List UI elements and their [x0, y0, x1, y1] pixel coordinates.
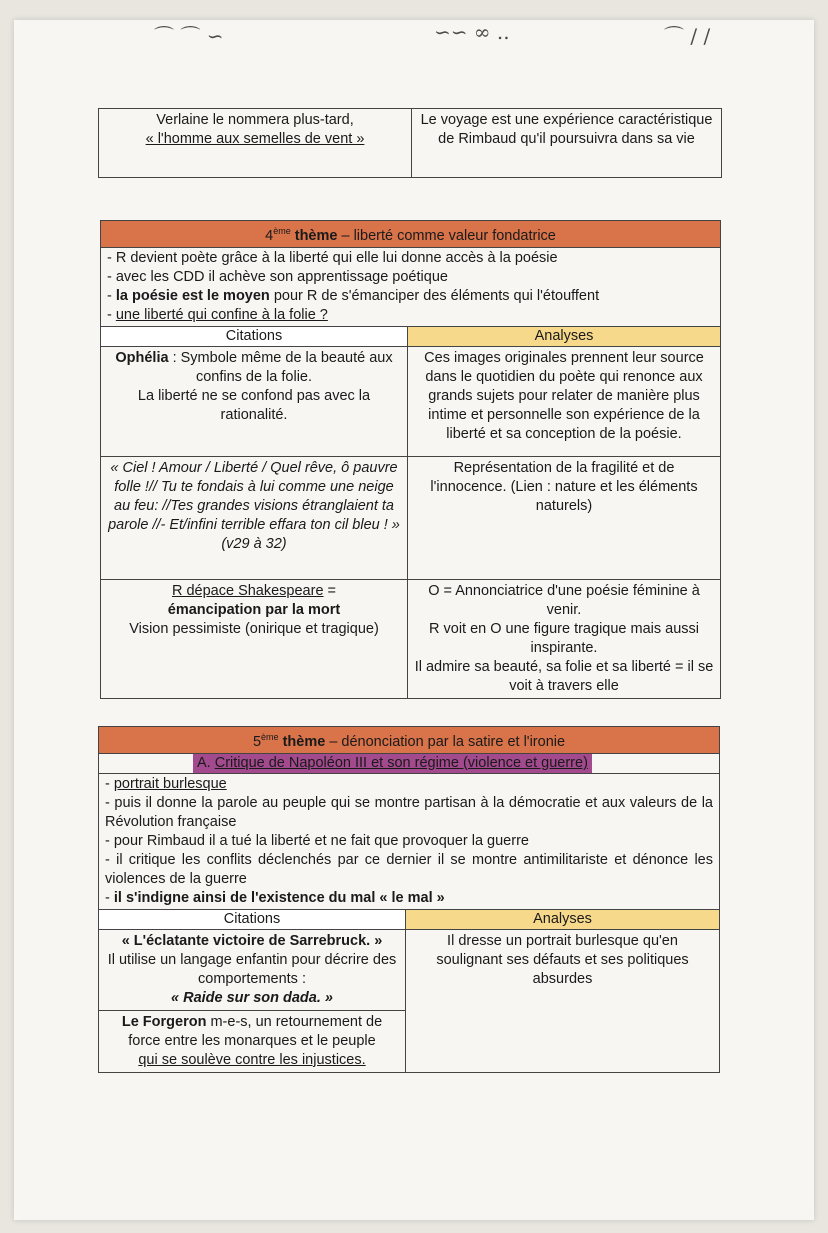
theme5-bullet: - il critique les conflits déclenchés par ce dernier il se montre antimilitariste et dénonce les violences de la guerre: [105, 851, 713, 889]
shakespeare-line-2: Vision pessimiste (onirique et tragique): [129, 620, 379, 637]
theme5-title: [99, 727, 720, 754]
theme4-bullets: [101, 247, 721, 326]
theme4-bullet: - avec les CDD il achève son apprentissage poétique: [107, 268, 714, 287]
dada-quote: « Raide sur son dada. »: [171, 989, 333, 1006]
theme5-bullet: [105, 775, 713, 794]
theme5-bullet-bold: il s'indigne ainsi de l'existence du mal « le mal »: [113, 889, 445, 906]
ophelia-line: [107, 349, 401, 387]
theme4-bullet: [107, 287, 714, 306]
theme4-bullet-bold: la poésie est le moyen: [115, 287, 270, 304]
theme5-col-citations: Citations: [99, 909, 406, 929]
shakespeare-eq: =: [323, 582, 337, 599]
sarrebruck-bold: « L'éclatante victoire de Sarrebruck. »: [121, 932, 383, 949]
theme4-num: 4: [265, 227, 274, 244]
theme4-col-citations: Citations: [101, 326, 408, 346]
theme5-subtitle: [193, 754, 592, 773]
theme4-subject: – liberté comme valeur fondatrice: [337, 227, 556, 244]
sarrebruck-citation: [99, 929, 406, 1010]
shakespeare-line: [107, 582, 401, 601]
verlaine-quote: « l'homme aux semelles de vent »: [145, 131, 365, 147]
analyse-line: Il admire sa beauté, sa folie et sa liberté = il se voit à travers elle: [414, 658, 714, 694]
theme5-subject: – dénonciation par la satire et l'ironie: [325, 733, 566, 750]
theme4-col-analyses: Analyses: [408, 326, 721, 346]
theme4-bullet-underlined: une liberté qui confine à la folie ?: [115, 306, 328, 323]
shakespeare-bold: émancipation par la mort: [167, 601, 341, 618]
theme4-bullet: - R devient poète grâce à la liberté qui elle lui donne accès à la poésie: [107, 249, 714, 268]
theme4-word: thème: [290, 227, 338, 244]
analyse-line: O = Annonciatrice d'une poésie féminine à venir.: [428, 582, 700, 618]
theme5-bullet: - pour Rimbaud il a tué la liberté et ne fait que provoquer la guerre: [105, 832, 713, 851]
forgeron-line: [105, 1013, 399, 1051]
theme5-subtitle-row: [99, 753, 720, 773]
forgeron-desc: m-e-s, un retournement de force entre les monarques et le peuple: [128, 1013, 383, 1049]
torn-edge-scribble: ⌒ ⌒ ∽: [154, 24, 224, 48]
subtitle-text: Critique de Napoléon III et son régime (violence et guerre): [214, 754, 588, 771]
paper-sheet: [14, 20, 814, 1220]
ciel-amour-citation: « Ciel ! Amour / Liberté / Quel rêve, ô pauvre folle !// Tu te fondais à lui comme une neige au feu: //Tes grandes visions étranglaient ta parole //- Et/infini terrible effara ton cil bleu ! » (v29 à 32): [101, 456, 408, 579]
theme5-bullet: [105, 889, 713, 908]
theme5-word: thème: [278, 733, 326, 750]
voyage-cell: Le voyage est une expérience caractéristique de Rimbaud qu'il poursuivra dans sa vie: [412, 109, 722, 178]
forgeron-underlined: qui se soulève contre les injustices.: [138, 1051, 366, 1068]
sarrebruck-line-2: Il utilise un langage enfantin pour décrire des comportements :: [107, 951, 397, 987]
torn-edge-scribble: ∽∽ ∞ ..: [434, 20, 510, 44]
ophelia-figure-analyse: [408, 579, 721, 698]
burlesque-analyse: Il dresse un portrait burlesque qu'en soulignant ses défauts et ses politiques absurdes: [406, 929, 720, 1072]
theme5-bullets: [99, 773, 720, 909]
theme4-sup: ème: [273, 226, 291, 236]
analyse-line: R voit en O une figure tragique mais aussi inspirante.: [429, 620, 699, 656]
fragilite-analyse: Représentation de la fragilité et de l'innocence. (Lien : nature et les éléments naturels): [408, 456, 721, 579]
theme4-bullet-rest: pour R de s'émanciper des éléments qui l'étouffent: [269, 287, 600, 304]
shakespeare-citation: [101, 579, 408, 698]
verlaine-line: Verlaine le nommera plus-tard,: [156, 112, 354, 128]
shakespeare-underlined: R dépace Shakespeare: [171, 582, 324, 599]
theme5-num: 5: [252, 733, 262, 750]
forgeron-title: Le Forgeron: [121, 1013, 207, 1030]
ophelia-line-2: La liberté ne se confond pas avec la rationalité.: [137, 387, 371, 423]
torn-edge-scribble: ⌒ ∕ ∕: [664, 24, 711, 48]
ophelia-desc: : Symbole même de la beauté aux confins de la folie.: [168, 349, 393, 385]
theme5-col-analyses: Analyses: [406, 909, 720, 929]
theme4-bullet: [107, 306, 714, 325]
forgeron-citation: [99, 1010, 406, 1072]
voyage-table: [98, 108, 722, 178]
theme5-bullet: - puis il donne la parole au peuple qui se montre partisan à la démocratie et aux valeurs de la Révolution française: [105, 794, 713, 832]
ophelia-title: Ophélia: [115, 349, 169, 366]
theme5-table: [98, 726, 720, 1073]
subtitle-letter: A.: [197, 754, 211, 771]
ophelia-citation: [101, 346, 408, 456]
verlaine-cell: [99, 109, 412, 178]
theme4-table: [100, 220, 721, 699]
ophelia-analyse: Ces images originales prennent leur source dans le quotidien du poète qui renonce aux grands sujets pour relater de manière plus intime et personnelle son expérience de la liberté et sa conception de la poésie.: [408, 346, 721, 456]
theme4-title: [101, 221, 721, 248]
theme5-bullet-underlined: portrait burlesque: [113, 775, 227, 792]
theme5-sup: ème: [261, 732, 279, 742]
